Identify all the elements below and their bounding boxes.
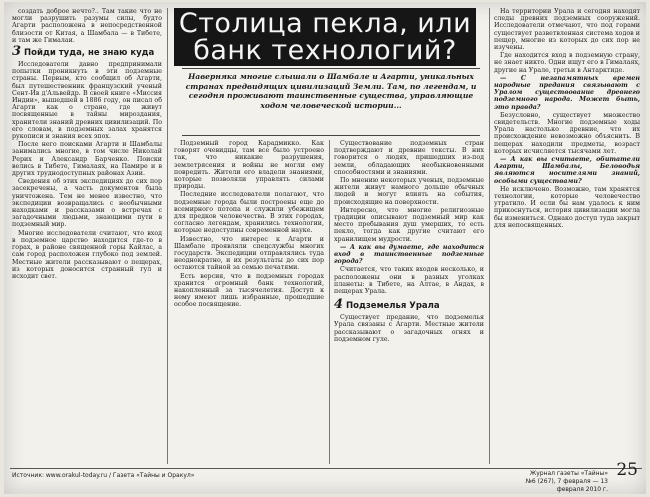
column-4 bbox=[494, 8, 640, 440]
headline-line-1: Столица пекла, или bbox=[178, 8, 472, 39]
footer-issue-line-1: Журнал газеты «Тайны» bbox=[529, 470, 608, 477]
footer-issue bbox=[498, 470, 608, 494]
col4-answer: Безусловно, существует множество свидетельств. Многие подземные ходы Урала настолько древние, что их происхождение невозможно объяснить. В пещерах находили предметы, возраст которых исчисляется тысячами лет. bbox=[494, 111, 640, 155]
col3-subhead bbox=[334, 297, 484, 313]
col3-paragraph: Существование подземных стран подтверждают и древние тексты. В них говорится о людях, пришедших из-под земли, обладающих необыкновенными способностями и знаниями. bbox=[334, 140, 484, 176]
column-divider bbox=[489, 8, 490, 464]
col4-question-2: — А как вы считаете, обитатели Агарти, Шамбалы, Беловодья являются носителями знаний, особыми существами? bbox=[494, 156, 640, 185]
col1-paragraph: Исследователи давно предпринимали попытки проникнуть в эти подземные страны. Первым, кто сообщил об Агарти, был путешественник французский ученый Сент-Ив д'Альвейдр. В своей книге «Миссия Индии», вышедшей в 1886 году, он писал об Агарти как о стране, где живут посвященные в тайны мироздания, хранители знаний древних цивилизаций. По его словам, в подземных залах хранятся рукописи и знания всех эпох. bbox=[12, 61, 162, 141]
col1-paragraph: После него поисками Агарти и Шамбалы занимались многие, в том числе Николай Рерих и Александр Барченко. Поиски велись в Тибете, Гималаях, на Памире и в других труднодоступных районах Азии. bbox=[12, 141, 162, 178]
col3-subhead-text: Подземелья Урала bbox=[346, 301, 440, 312]
col4-paragraph: На территории Урала и сегодня находят следы древних подземных сооружений. Исследователи отмечают, что под горами существует разветвленная система ходов и пещер, многие из которых до сих пор не изучены. bbox=[494, 8, 640, 52]
column-divider bbox=[167, 8, 168, 464]
col2-paragraph: Есть версия, что в подземных городах хранится огромный банк технологий, накопленный за тысячелетия. Доступ к нему имеют лишь избранные, прошедшие особое посвящение. bbox=[174, 272, 324, 309]
col4-paragraph: Где находится вход в подземную страну, не знает никто. Одни ищут его в Гималаях, другие на Урале, третьи в Антарктиде. bbox=[494, 52, 640, 74]
col1-paragraph: Многие исследователи считают, что вход в подземное царство находится где-то в горах, в районе священной горы Кайлас, а сам город расположен глубоко под землей. Местные жители рассказывают о пещерах, из которых доносится странный гул и исходит свет. bbox=[12, 229, 162, 280]
footer-issue-line-2: №6 (267), 7 февраля — 13 февраля 2010 г. bbox=[525, 478, 608, 493]
col2-paragraph: Известно, что интерес к Агарти и Шамбале проявляли спецслужбы многих государств. Экспедиции отправлялись туда неоднократно, и их результаты до сих пор остаются тайной за семью печатями. bbox=[174, 235, 324, 272]
page-footer bbox=[10, 460, 642, 493]
col3-paragraph: По мнению некоторых ученых, подземные жители живут намного дольше обычных людей и могут влиять на события, происходящие на поверхности. bbox=[334, 177, 484, 206]
col2-paragraph: Последние исследователи полагают, что подземные города были построены еще до всемирного потопа и служили убежищем для предков человечества. В этих городах, согласно легендам, хранились технологии, которые недоступны современной науке. bbox=[174, 191, 324, 235]
col3-answer: Считается, что таких входов несколько, и расположены они в разных уголках планеты: в Тибете, на Алтае, в Андах, в пещерах Урала. bbox=[334, 266, 484, 296]
col1-subhead bbox=[12, 44, 162, 60]
page-number: 25 bbox=[616, 460, 638, 480]
col2-paragraph: Подземный город Карадмикко. Как говорят очевидцы, там все было устроено так, что никакие разрушения, землетрясения и войны не могли ему повредить. Жители его владели знаниями, которые позволяли управлять силами природы. bbox=[174, 140, 324, 191]
column-divider bbox=[329, 140, 330, 464]
col1-top-text: создать доброе нечто?.. Там такие что не могли разрушить разумы силы, будто Агарти расположена в непосредственной близости от Китая, а Шамбала — в Тибете, и там же Гималаи. bbox=[12, 8, 162, 44]
column-3 bbox=[334, 140, 484, 440]
col1-paragraph: Сведения об этих экспедициях до сих пор засекречены, а часть документов была уничтожена. Тем не менее известно, что экспедиции возвращались с необычными находками и рассказами о встречах с загадочными людьми, знающими пути в подземный мир. bbox=[12, 178, 162, 229]
col3-question: — А как вы думаете, где находится вход в таинственные подземные города? bbox=[334, 243, 484, 266]
newspaper-page bbox=[4, 2, 646, 494]
col1-subhead-number: 3 bbox=[12, 44, 22, 60]
column-2 bbox=[174, 140, 324, 440]
col4-question: — С незапамятных времен народные предания связывают с Уралом существование древнего подземного народа. Может быть, это правда? bbox=[494, 74, 640, 111]
footer-source: Источник: www.orakul-today.ru / Газета «Тайны и Оракул» bbox=[12, 472, 195, 479]
headline-box bbox=[174, 8, 476, 66]
column-1 bbox=[12, 8, 162, 440]
headline-line-2: банк технологий? bbox=[193, 35, 457, 66]
col3-subhead-number: 4 bbox=[334, 297, 344, 313]
col3-paragraph: Интересно, что многие религиозные традиции описывают подземный мир как место пребывания душ умерших, то есть пекло, тогда как другие считают его хранилищем мудрости. bbox=[334, 206, 484, 243]
col4-answer-2: Не исключено. Возможно, там хранятся технологии, которые человечество утратило. И если бы нам удалось к ним прикоснуться, история цивилизации могла бы измениться. Однако доступ туда закрыт для непосвященных. bbox=[494, 185, 640, 229]
col1-subhead-text: Пойди туда, не знаю куда bbox=[24, 48, 155, 59]
col3-after: Существует предание, что подземелья Урала связаны с Агарти. Местные жители рассказывают о загадочных огнях и подземном гуле. bbox=[334, 314, 484, 343]
lead-paragraph: Наверняка многие слышали о Шамбале и Агарти, уникальных странах предвидящих цивилизаций Земли. Там, по легендам, и сегодня проживают таинственные существа, управляющие ходом человеческой истории... bbox=[182, 68, 480, 136]
